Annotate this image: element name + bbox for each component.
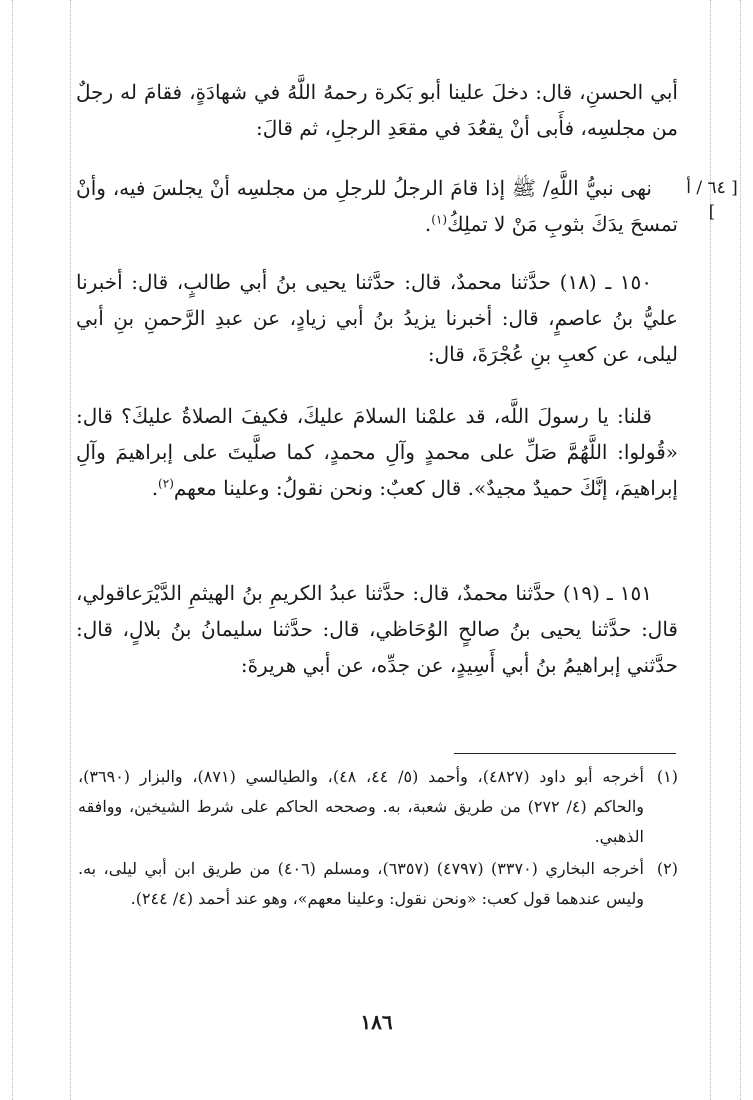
footnote-number: (٢)	[656, 859, 678, 878]
manuscript-folio-marker: [ ٦٤ / أ ]	[686, 178, 738, 222]
footnote-2	[78, 854, 678, 914]
footnote-separator	[454, 753, 676, 754]
scan-guide-line	[740, 0, 741, 1100]
footnote-1	[78, 762, 678, 852]
hadith-text: قلنا: يا رسولَ اللَّه، قد علمْنا السلامَ عليكَ، فكيفَ الصلاةُ عليكَ؟ قال: «قُولوا: اللَّهُمَّ صَلِّ على محمدٍ وآلِ محمدٍ، كما صلَّيتَ على إبراهيمَ وآلِ إبراهيمَ، إنَّكَ حميدٌ مجيدٌ». قال كعبٌ: ونحن نقولُ: وعلينا معهم	[76, 404, 678, 500]
paragraph-continuation: أبي الحسنِ، قال: دخلَ علينا أبو بَكرة رحمهُ اللَّهُ في شهادَةٍ، فقامَ له رجلٌ من مجلسِه، فأَبى أنْ يقعُدَ في مقعَدِ الرجلِ، ثم قالَ:	[76, 80, 678, 140]
sentence-end: .	[424, 212, 432, 236]
paragraph-isnad-151: ١٥١ ـ (١٩) حدَّثنا محمدٌ، قال: حدَّثنا عبدُ الكريمِ بنُ الهيثمِ الدَّيْرَعاقولي، قال: حدَّثنا يحيى بنُ صالحٍ الوُحَاظي، قال: حدَّثنا سليمانُ بنُ بلالٍ، قال: حدَّثني إبراهيمُ بنُ أبي أَسِيدٍ، عن جدِّه، عن أبي هريرةَ:	[76, 581, 678, 677]
scan-guide-line	[12, 0, 13, 1100]
hadith-text: نهى نبيُّ اللَّهِ/ ﷺ إذا قامَ الرجلُ للرجلِ من مجلسِه أنْ يجلسَ فيه، وأنْ تمسحَ يدَكَ بثوبِ مَنْ لا تملِكُ	[76, 176, 678, 236]
footnote-text: أخرجه أبو داود (٤٨٢٧)، وأحمد (٥/ ٤٤، ٤٨)، والطيالسي (٨٧١)، والبزار (٣٦٩٠)، والحاكم (٤/ ٢٧٢) من طريق شعبة، به. وصححه الحاكم على شرط الشيخين، ووافقه الذهبي.	[78, 767, 644, 846]
scan-guide-line	[710, 0, 711, 1100]
paragraph-hadith-salawat	[76, 398, 678, 506]
sentence-end: .	[151, 476, 159, 500]
footnote-ref-1: (١)	[431, 212, 448, 227]
paragraph-isnad-150: ١٥٠ ـ (١٨) حدَّثنا محمدٌ، قال: حدَّثنا يحيى بنُ أبي طالبٍ، قال: أخبرنا عليُّ بنُ عاصمٍ، قال: أخبرنا يزيدُ بنُ أبي زيادٍ، عن عبدِ الرَّحمنِ بنِ أبي ليلى، عن كعبِ بنِ عُجْرَةَ، قال:	[76, 270, 678, 366]
scan-guide-line	[70, 0, 71, 1100]
footnote-number: (١)	[656, 767, 678, 786]
page-number: ١٨٦	[360, 1010, 393, 1034]
footnotes	[78, 762, 678, 916]
paragraph-hadith-text	[76, 170, 678, 242]
footnote-text: أخرجه البخاري (٣٣٧٠) (٤٧٩٧) (٦٣٥٧)، ومسلم (٤٠٦) من طريق ابن أبي ليلى، به. وليس عندهما قول كعب: «ونحن نقول: وعلينا معهم»، وهو عند أحمد (٤/ ٢٤٤).	[78, 859, 644, 908]
footnote-ref-2: (٢)	[158, 476, 174, 491]
